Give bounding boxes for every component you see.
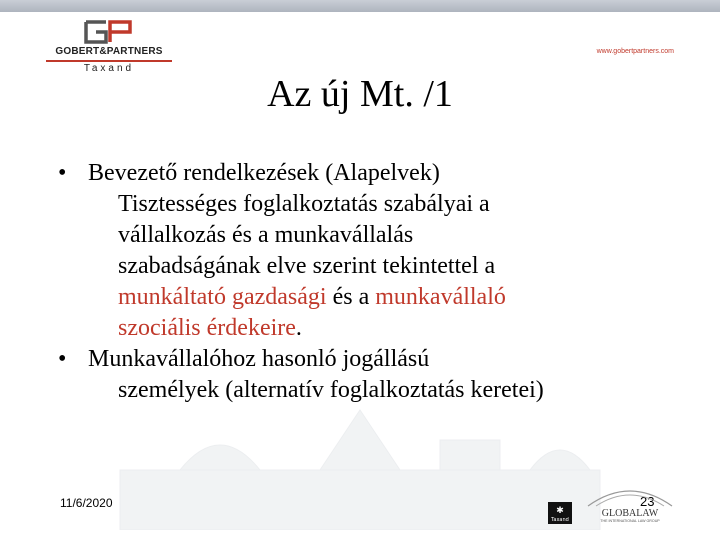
- slide-date: 11/6/2020: [60, 496, 113, 510]
- bullet-dot-icon: •: [58, 160, 67, 186]
- logo-name: GOBERT&PARTNERS: [55, 46, 163, 57]
- bullet-heading: Bevezető rendelkezések (Alapelvek): [88, 160, 440, 186]
- bullet-text: személyek (alternatív foglalkoztatás keretei): [118, 377, 544, 403]
- website-url[interactable]: www.gobertpartners.com: [596, 48, 674, 55]
- slide-number: 23: [640, 494, 655, 509]
- taxand-logo-text: Taxand: [551, 517, 569, 523]
- slide-title: Az új Mt. /1: [267, 73, 453, 115]
- globalaw-name: GLOBALAW: [601, 508, 659, 519]
- bullet-heading: Munkavállalóhoz hasonló jogállású: [88, 346, 430, 372]
- top-bar: [0, 0, 720, 12]
- slide-body: [58, 158, 678, 406]
- company-logo: [44, 18, 174, 74]
- bullet-text: Tisztességes foglalkoztatás szabályai a vállalkozás és a munkavállalás szabadságának elve szerint tekintettel a munkáltató gazdasági és a munkavállaló szociális érdekeire.: [118, 191, 506, 341]
- svg-text:✱: ✱: [556, 506, 564, 516]
- logo-subtitle: Taxand: [83, 63, 135, 74]
- highlight-employee: munkavállaló: [375, 284, 506, 310]
- gp-logo-icon: [84, 20, 132, 44]
- logo-divider: [46, 60, 172, 62]
- bullet-item: [58, 158, 678, 344]
- bullet-dot-icon: •: [58, 346, 67, 372]
- bullet-item: [58, 344, 678, 406]
- globalaw-tagline: THE INTERNATIONAL LAW GROUP: [600, 519, 660, 523]
- highlight-employer: munkáltató gazdasági: [118, 284, 327, 310]
- globalaw-logo: [584, 478, 676, 524]
- highlight-social: szociális érdekeire: [118, 315, 296, 341]
- taxand-logo: [548, 502, 572, 524]
